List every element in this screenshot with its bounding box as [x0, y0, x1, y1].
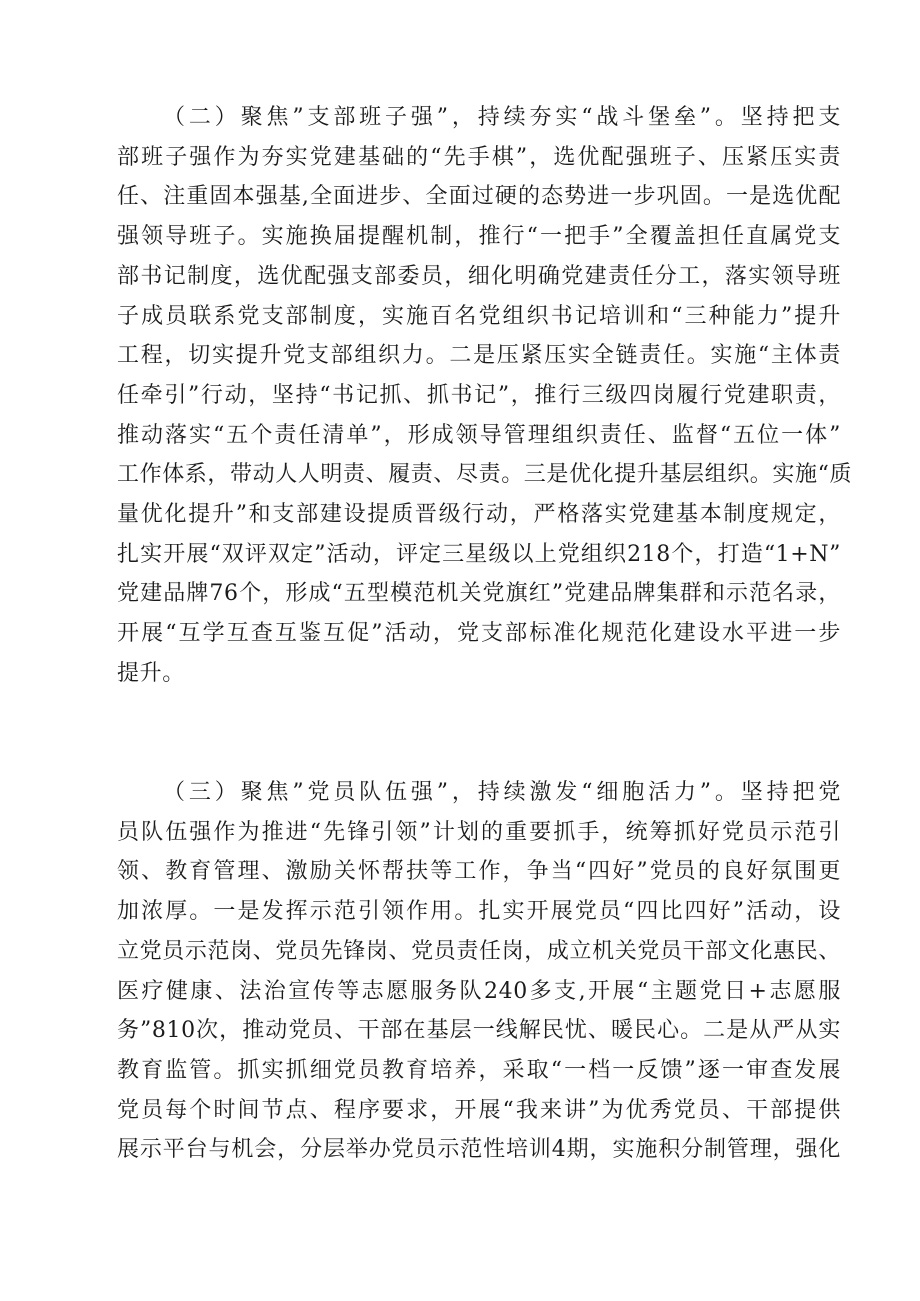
paragraph [117, 773, 841, 1170]
text-line: （二）聚焦”支部班子强”，持续夯实“战斗堡垒”。坚持把支 [163, 105, 841, 130]
text-line: 展示平台与机会，分层举办党员示范性培训4期，实施积分制管理，强化 [117, 1137, 841, 1163]
text-line: 工程，切实提升党支部组织力。二是压紧压实全链责任。实施“主体责 [117, 343, 841, 369]
paragraph-party-members [117, 773, 841, 1170]
text-line: 工作体系，带动人人明责、履责、尽责。三是优化提升基层组织。实施“质 [117, 462, 853, 488]
text-line: 教育监管。抓实抓细党员教育培养，采取“一档一反馈”逐一审查发展 [117, 1057, 841, 1083]
text-line: 党建品牌76个，形成“五型模范机关党旗红”党建品牌集群和示范名录， [117, 581, 841, 607]
paragraph-branch-leadership [117, 98, 853, 694]
text-line: 员队伍强作为推进“先锋引领”计划的重要抓手，统筹抓好党员示范引 [117, 819, 841, 845]
text-line: 立党员示范岗、党员先锋岗、党员责任岗，成立机关党员干部文化惠民、 [117, 938, 841, 964]
text-line: 部班子强作为夯实党建基础的“先手棋”，选优配强班子、压紧压实责 [117, 144, 841, 170]
text-line: 强领导班子。实施换届提醒机制，推行“一把手”全覆盖担任直属党支 [117, 224, 841, 250]
text-line: 子成员联系党支部制度，实施百名党组织书记培训和“三种能力”提升 [117, 303, 841, 329]
text-line: 领、教育管理、激励关怀帮扶等工作，争当“四好”党员的良好氛围更 [117, 859, 841, 885]
text-line: 量优化提升”和支部建设提质晋级行动，严格落实党建基本制度规定， [117, 502, 841, 528]
text-line: 任牵引”行动，坚持“书记抓、抓书记”，推行三级四岗履行党建职责， [117, 382, 841, 408]
text-line: 推动落实“五个责任清单”，形成领导管理组织责任、监督“五位一体” [117, 422, 841, 448]
text-line: 加浓厚。一是发挥示范引领作用。扎实开展党员“四比四好”活动，设 [117, 899, 841, 925]
text-line: 部书记制度，选优配强支部委员，细化明确党建责任分工，落实领导班 [117, 263, 841, 289]
text-line: 扎实开展“双评双定”活动，评定三星级以上党组织218个，打造“1+N” [117, 541, 841, 567]
text-line: 党员每个时间节点、程序要求，开展“我来讲”为优秀党员、干部提供 [117, 1097, 841, 1123]
text-line: 开展“互学互查互鉴互促”活动，党支部标准化规范化建设水平进一步 [117, 621, 841, 647]
text-line: （三）聚焦”党员队伍强”，持续激发“细胞活力”。坚持把党 [163, 780, 841, 805]
paragraph [117, 98, 853, 694]
text-line: 务”810次，推动党员、干部在基层一线解民忧、暖民心。二是从严从实 [117, 1018, 841, 1044]
text-line: 提升。 [117, 660, 185, 686]
text-line: 医疗健康、法治宣传等志愿服务队240多支,开展“主题党日+志愿服 [117, 978, 841, 1004]
text-line: 任、注重固本强基,全面进步、全面过硬的态势进一步巩固。一是选优配 [117, 184, 841, 210]
